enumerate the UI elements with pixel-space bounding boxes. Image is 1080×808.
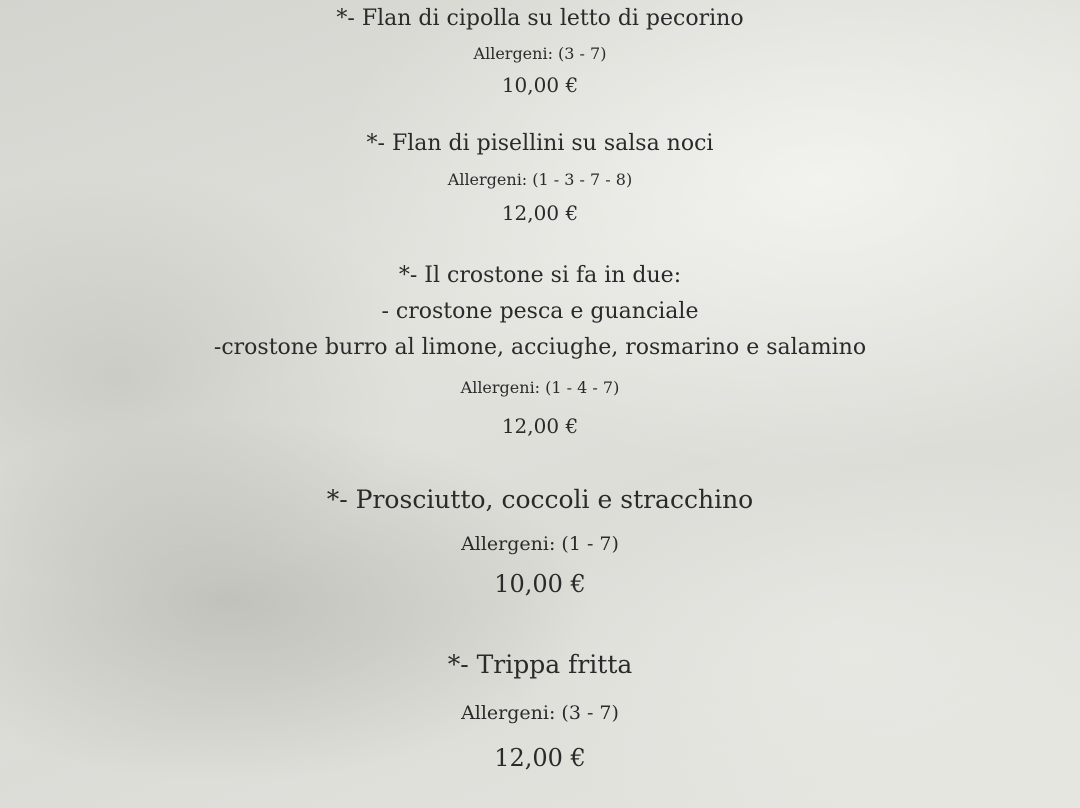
dish-allergens: Allergeni: (3 - 7) <box>461 702 619 724</box>
dish-name: *- Prosciutto, coccoli e stracchino <box>326 485 754 514</box>
dish-name: *- Flan di pisellini su salsa noci <box>366 131 714 156</box>
dish-allergens: Allergeni: (1 - 3 - 7 - 8) <box>447 170 633 189</box>
dish-sub-line: - crostone pesca e guanciale <box>381 299 699 324</box>
dish-sub-line: -crostone burro al limone, acciughe, rosmarino e salamino <box>213 335 867 360</box>
dish-name: *- Trippa fritta <box>447 650 633 679</box>
dish-allergens: Allergeni: (3 - 7) <box>473 44 607 63</box>
dish-price: 10,00 € <box>501 73 579 97</box>
dish-name: *- Flan di cipolla su letto di pecorino <box>336 6 744 31</box>
dish-allergens: Allergeni: (1 - 4 - 7) <box>460 378 620 397</box>
dish-price: 12,00 € <box>501 414 579 438</box>
dish-name: *- Il crostone si fa in due: <box>398 263 682 288</box>
dish-price: 10,00 € <box>494 570 586 598</box>
dish-allergens: Allergeni: (1 - 7) <box>461 533 619 555</box>
dish-price: 12,00 € <box>494 744 586 772</box>
dish-price: 12,00 € <box>501 201 579 225</box>
